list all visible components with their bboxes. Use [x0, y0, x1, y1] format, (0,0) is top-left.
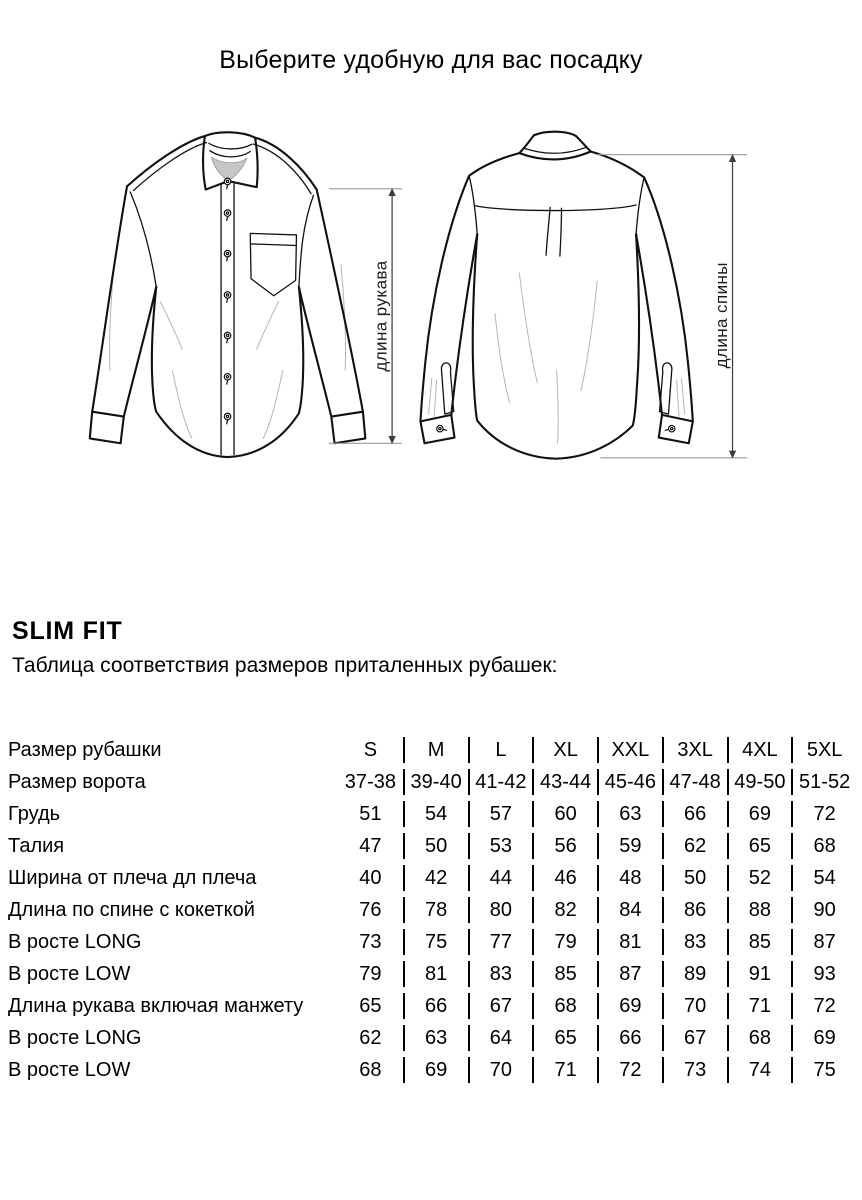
row-label: В росте LOW — [8, 1058, 131, 1081]
row-label: Размер рубашки — [8, 738, 162, 761]
row-label: Длина по спине с кокеткой — [8, 898, 255, 921]
size-value: 68 — [359, 1058, 382, 1081]
front-left-cuff — [90, 412, 124, 444]
size-value: 63 — [597, 801, 662, 827]
size-value: 66 — [597, 1025, 662, 1051]
size-value: 5XL — [791, 737, 856, 763]
sleeve-length-dimension — [329, 188, 402, 444]
back-body-outline — [473, 234, 639, 459]
shirt-diagram-svg — [0, 115, 862, 607]
table-row — [8, 929, 856, 955]
front-detail-lines — [130, 143, 313, 455]
front-collar — [205, 132, 255, 137]
size-value: 69 — [597, 993, 662, 1019]
front-right-sleeve — [317, 190, 363, 412]
size-value: 85 — [727, 929, 792, 955]
size-value: 50 — [403, 833, 468, 859]
size-value: L — [468, 737, 533, 763]
size-value: 45-46 — [597, 769, 662, 795]
size-value: 46 — [532, 865, 597, 891]
size-value: 68 — [532, 993, 597, 1019]
size-value: 69 — [791, 1025, 856, 1051]
size-table-body — [8, 737, 856, 1083]
size-value: 80 — [468, 897, 533, 923]
size-value: M — [403, 737, 468, 763]
table-row — [8, 737, 856, 763]
row-label: В росте LONG — [8, 1026, 142, 1049]
table-row — [8, 1057, 856, 1083]
size-value: 64 — [468, 1025, 533, 1051]
size-value: 73 — [359, 930, 382, 953]
size-value: 60 — [532, 801, 597, 827]
size-value: 87 — [597, 961, 662, 987]
front-buttons — [224, 178, 230, 424]
size-value: 66 — [403, 993, 468, 1019]
shirt-front-drawing — [90, 132, 366, 457]
size-value: 75 — [403, 929, 468, 955]
size-value: 91 — [727, 961, 792, 987]
size-value: 48 — [597, 865, 662, 891]
size-value: 87 — [791, 929, 856, 955]
table-row — [8, 897, 856, 923]
size-value: 67 — [468, 993, 533, 1019]
size-value: XXL — [597, 737, 662, 763]
size-value: 82 — [532, 897, 597, 923]
size-value: 63 — [403, 1025, 468, 1051]
size-value: 4XL — [727, 737, 792, 763]
fit-heading: SLIM FIT — [12, 617, 123, 645]
size-value: 72 — [597, 1057, 662, 1083]
back-collar-band — [534, 132, 576, 136]
back-length-label: длина спины — [711, 262, 731, 369]
size-value: 88 — [727, 897, 792, 923]
size-value: 77 — [468, 929, 533, 955]
size-value: 86 — [662, 897, 727, 923]
size-value: 54 — [403, 801, 468, 827]
size-value: 66 — [662, 801, 727, 827]
back-cuff-buttons — [437, 425, 675, 431]
size-value: 68 — [727, 1025, 792, 1051]
size-value: 50 — [662, 865, 727, 891]
size-value: 72 — [791, 993, 856, 1019]
size-value: 90 — [791, 897, 856, 923]
size-value: 74 — [727, 1057, 792, 1083]
back-length-dimension — [596, 154, 748, 459]
size-value: 42 — [403, 865, 468, 891]
size-value: 59 — [597, 833, 662, 859]
size-value: 78 — [403, 897, 468, 923]
size-value: 57 — [468, 801, 533, 827]
size-value: 70 — [662, 993, 727, 1019]
size-value: 73 — [662, 1057, 727, 1083]
size-value: 44 — [468, 865, 533, 891]
table-row — [8, 769, 856, 795]
table-caption: Таблица соответствия размеров приталенных рубашек: — [12, 654, 558, 677]
front-pocket — [250, 233, 296, 295]
size-value: 75 — [791, 1057, 856, 1083]
size-value: 43-44 — [532, 769, 597, 795]
row-label: Ширина от плеча дл плеча — [8, 866, 257, 889]
size-value: 69 — [403, 1057, 468, 1083]
size-value: 54 — [791, 865, 856, 891]
size-value: 47-48 — [662, 769, 727, 795]
size-value: 41-42 — [468, 769, 533, 795]
front-collar-inner — [211, 157, 247, 181]
size-value: 37-38 — [344, 770, 396, 793]
front-body-outline — [152, 287, 303, 457]
row-label: В росте LONG — [8, 930, 142, 953]
table-row — [8, 801, 856, 827]
size-value: 53 — [468, 833, 533, 859]
front-crease-lines — [110, 265, 346, 438]
size-value: 76 — [359, 898, 382, 921]
back-right-cuff — [659, 415, 693, 443]
row-label: Талия — [8, 834, 65, 857]
size-value: 3XL — [662, 737, 727, 763]
size-value: 56 — [532, 833, 597, 859]
size-value: 81 — [403, 961, 468, 987]
size-value: 49-50 — [727, 769, 792, 795]
size-value: 70 — [468, 1057, 533, 1083]
size-value: XL — [532, 737, 597, 763]
size-value: 85 — [532, 961, 597, 987]
size-value: 89 — [662, 961, 727, 987]
table-row — [8, 993, 856, 1019]
back-yoke-seam — [476, 205, 636, 211]
shirt-back-drawing — [420, 132, 692, 459]
size-value: 72 — [791, 801, 856, 827]
size-value: 65 — [727, 833, 792, 859]
size-value: 52 — [727, 865, 792, 891]
table-row — [8, 833, 856, 859]
size-value: 51 — [359, 802, 382, 825]
back-right-sleeve — [644, 177, 693, 421]
size-table — [8, 731, 856, 1089]
size-value: 69 — [727, 801, 792, 827]
size-value: 62 — [662, 833, 727, 859]
size-value: S — [363, 738, 378, 761]
size-value: 47 — [359, 834, 382, 857]
size-value: 79 — [359, 962, 382, 985]
back-left-sleeve — [420, 176, 469, 422]
size-value: 68 — [791, 833, 856, 859]
row-label: Грудь — [8, 802, 61, 825]
table-row — [8, 961, 856, 987]
row-label: Размер ворота — [8, 770, 146, 793]
size-value: 65 — [359, 994, 382, 1017]
size-value: 39-40 — [403, 769, 468, 795]
size-value: 40 — [359, 866, 382, 889]
size-value: 62 — [359, 1026, 382, 1049]
size-value: 67 — [662, 1025, 727, 1051]
row-label: Длина рукава включая манжету — [8, 994, 304, 1017]
size-value: 51-52 — [791, 769, 856, 795]
table-row — [8, 1025, 856, 1051]
size-value: 71 — [532, 1057, 597, 1083]
row-label: В росте LOW — [8, 962, 131, 985]
size-value: 83 — [662, 929, 727, 955]
table-row — [8, 865, 856, 891]
front-left-sleeve — [92, 186, 127, 411]
size-value: 79 — [532, 929, 597, 955]
size-value: 93 — [791, 961, 856, 987]
sleeve-length-label: длина рукава — [371, 260, 391, 372]
size-value: 65 — [532, 1025, 597, 1051]
page-title: Выберите удобную для вас посадку — [219, 46, 643, 74]
size-value: 83 — [468, 961, 533, 987]
size-value: 84 — [597, 897, 662, 923]
size-value: 71 — [727, 993, 792, 1019]
front-right-cuff — [331, 412, 365, 444]
shirt-diagrams — [0, 115, 862, 607]
size-value: 81 — [597, 929, 662, 955]
